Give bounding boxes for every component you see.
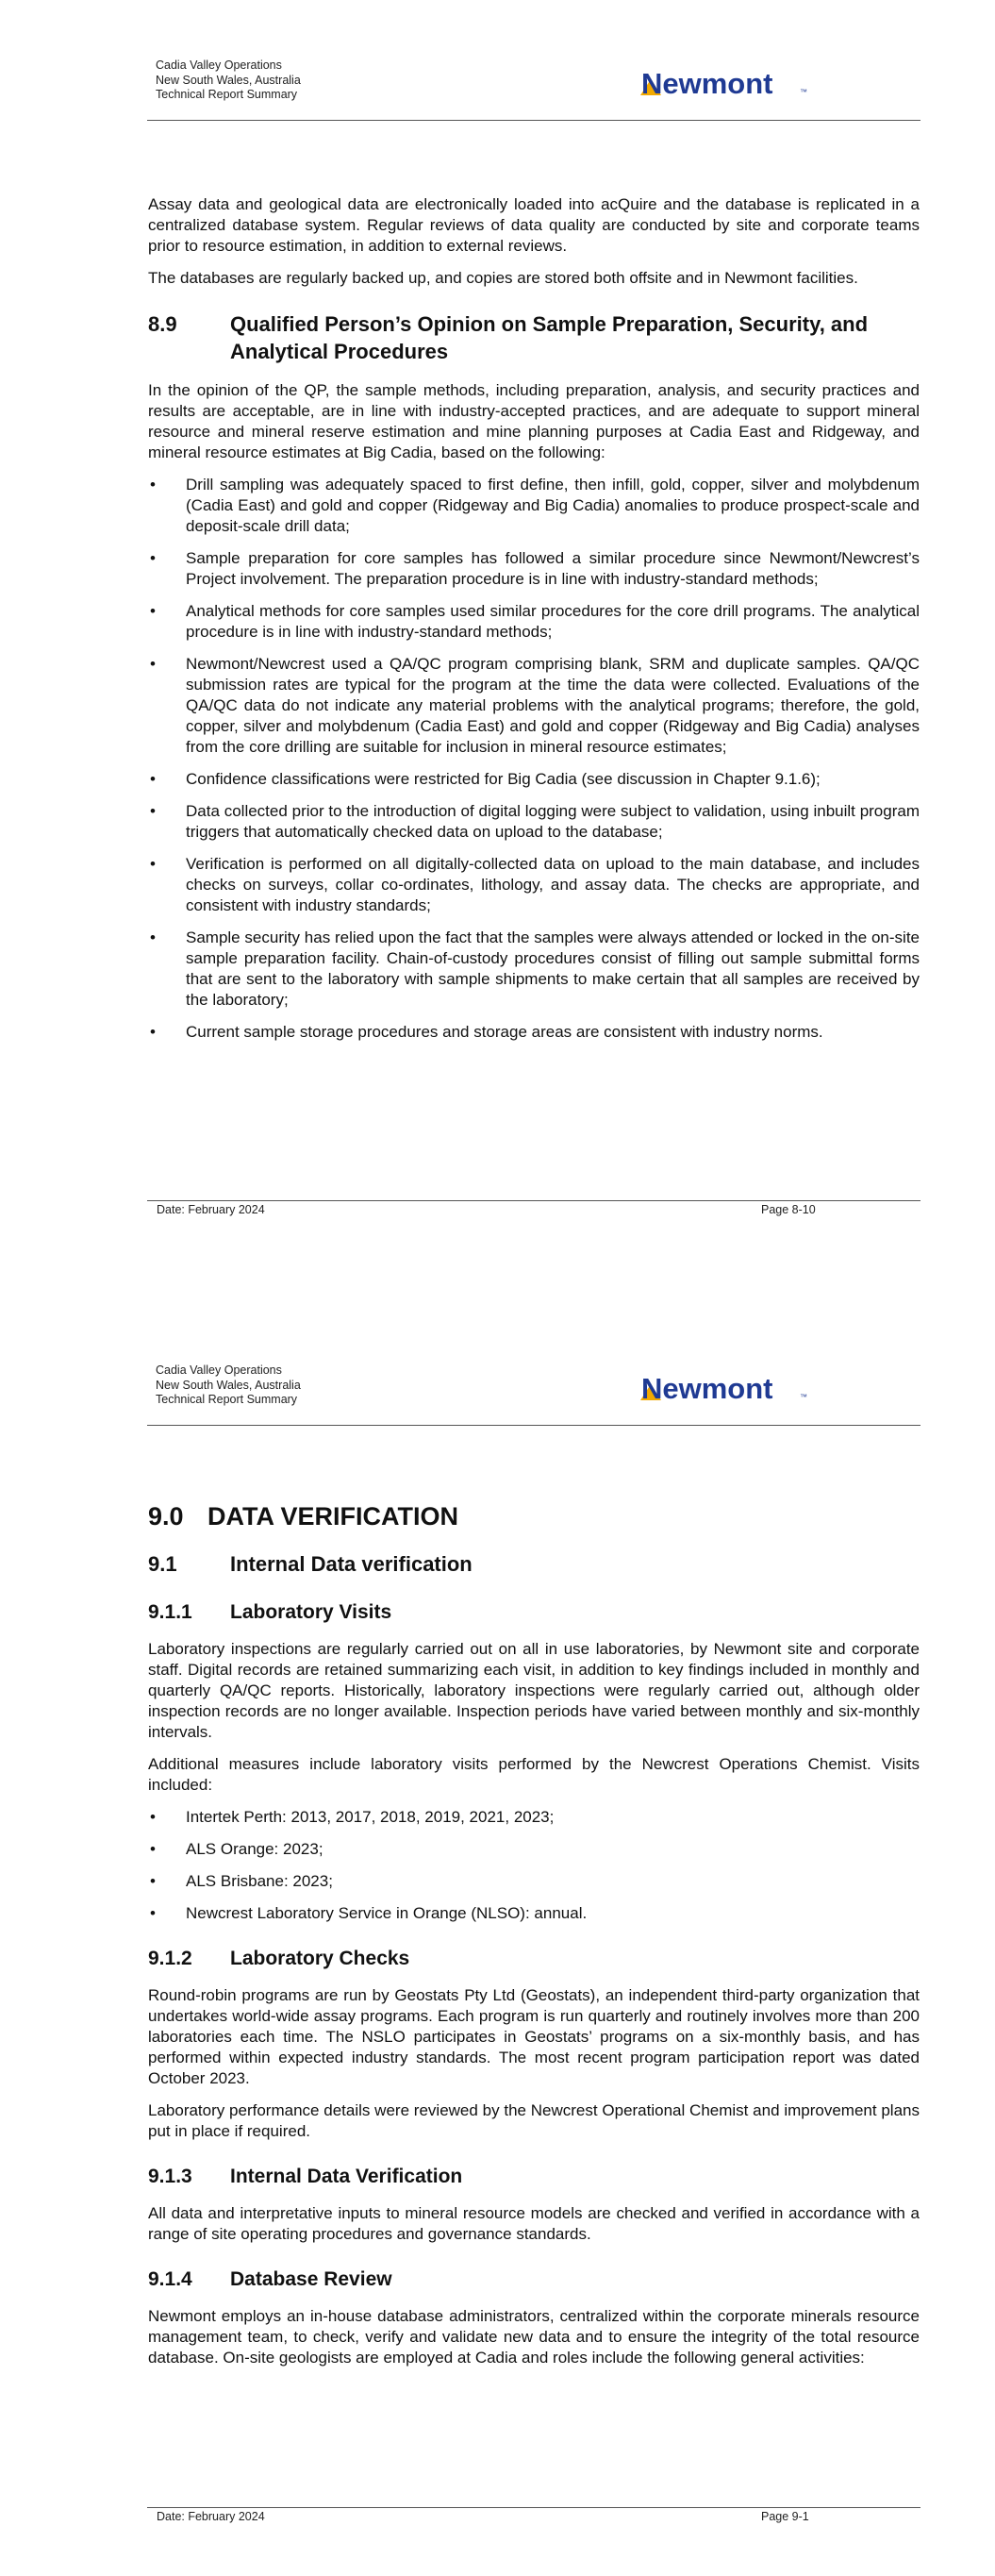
list-item: • Data collected prior to the introduction of digital logging were subject to validation, using inbuilt program triggers that automatically checked data on upload to the database; <box>150 802 920 841</box>
paragraph-lab-visits: Additional measures include laboratory visits performed by the Newcrest Operations Chemist. Visits included: <box>148 1755 920 1794</box>
bullet-icon: • <box>150 928 156 946</box>
subsection-heading-9-1-2 <box>148 1946 920 1971</box>
paragraph-lab-inspections: Laboratory inspections are regularly carried out on all in use laboratories, by Newmont site and corporate staff. Digital records are retained summarizing each visit, in addition to key findings included in monthly and quarterly QA/QC reports. Historically, laboratory inspections were regularly carried out, although older inspection records are no longer available. Inspection periods have varied between monthly and six-monthly intervals. <box>148 1640 920 1741</box>
section-heading-8-9 <box>148 310 920 365</box>
bullet-icon: • <box>150 602 156 620</box>
header-line-location: New South Wales, Australia <box>156 1378 301 1392</box>
header-line-operation: Cadia Valley Operations <box>156 1363 282 1377</box>
report-page-8-10 <box>0 0 995 1283</box>
footer-rule <box>147 1200 920 1201</box>
chapter-title: DATA VERIFICATION <box>207 1502 458 1531</box>
bullet-icon: • <box>150 1023 156 1041</box>
subsection-number: 9.1.1 <box>148 1601 192 1623</box>
paragraph-acquire: Assay data and geological data are electronically loaded into acQuire and the database is replicated in a centralized database system. Regular reviews of data quality are conducted by site and corporate teams prior to resource estimation, in addition to external reviews. <box>148 195 920 255</box>
chapter-heading-9-0 <box>148 1500 920 1532</box>
bullet-icon: • <box>150 476 156 493</box>
list-item: • Drill sampling was adequately spaced to first define, then infill, gold, copper, silver and molybdenum (Cadia East) and gold and copper (Ridgeway and Big Cadia) anomalies to produce prospect-scale and deposit-scale drill data; <box>150 476 920 535</box>
bullet-icon: • <box>150 770 156 788</box>
paragraph-backup: The databases are regularly backed up, and copies are stored both offsite and in Newmont facilities. <box>148 269 858 287</box>
section-number: 9.1 <box>148 1552 177 1576</box>
bullet-icon: • <box>150 549 156 567</box>
bullet-icon: • <box>150 655 156 673</box>
list-item: • Sample preparation for core samples has followed a similar procedure since Newmont/Newcrest’s Project involvement. The preparation procedure is in line with industry-standard methods; <box>150 549 920 588</box>
section-number: 8.9 <box>148 312 177 336</box>
page-header <box>156 59 301 103</box>
list-item: • Verification is performed on all digitally-collected data on upload to the main database, and includes checks on surveys, collar co-ordinates, lithology, and assay data. The checks are appropriate, and consistent with industry standards; <box>150 855 920 914</box>
bullet-icon: • <box>150 1904 156 1922</box>
footer-date: Date: February 2024 <box>157 2510 265 2523</box>
subsection-title: Internal Data Verification <box>230 2166 463 2187</box>
logo-wordmark: Newmont <box>641 67 773 100</box>
list-item: • Newcrest Laboratory Service in Orange (NLSO): annual. <box>150 1904 588 1922</box>
chapter-number: 9.0 <box>148 1502 184 1531</box>
paragraph-lab-performance: Laboratory performance details were reviewed by the Newcrest Operational Chemist and improvement plans put in place if required. <box>148 2101 920 2140</box>
newmont-logo <box>638 62 817 100</box>
bullet-icon: • <box>150 1840 156 1858</box>
page-header <box>156 1363 301 1408</box>
footer-page-number: Page 9-1 <box>761 2510 809 2523</box>
bullet-icon: • <box>150 1808 156 1826</box>
list-item: • ALS Brisbane: 2023; <box>150 1872 333 1890</box>
page-body <box>148 1500 920 2368</box>
subsection-title: Laboratory Visits <box>230 1601 392 1623</box>
paragraph-round-robin: Round-robin programs are run by Geostats Pty Ltd (Geostats), an independent third-party organization that undertakes world-wide assay programs. Each program is run quarterly and routinely involves more than 200 laboratories each time. The NSLO participates in Geostats’ programs on a six-monthly basis, and has performed within expected industry standards. The most recent program participation report was dated October 2023. <box>148 1986 920 2087</box>
subsection-number: 9.1.3 <box>148 2166 192 2187</box>
section-heading-9-1 <box>148 1550 920 1578</box>
header-line-report: Technical Report Summary <box>156 1393 298 1406</box>
paragraph-internal-verification: All data and interpretative inputs to mineral resource models are checked and verified in accordance with a range of site operating procedures and governance standards. <box>148 2204 920 2243</box>
paragraph-database-review: Newmont employs an in-house database administrators, centralized within the corporate minerals resource management team, to check, verify and validate new data and to ensure the integrity of the total resource database. On-site geologists are employed at Cadia and roles include the following general activities: <box>148 2307 920 2367</box>
header-rule <box>147 120 920 121</box>
list-item: • Newmont/Newcrest used a QA/QC program comprising blank, SRM and duplicate samples. QA/QC submission rates are typical for the program at the time the data were collected. Evaluations of the QA/QC data do not indicate any material problems with the analytical programs; therefore, the gold, copper, silver and molybdenum (Cadia East) and gold and copper (Ridgeway and Big Cadia) analyses from the core drilling are suitable for inclusion in mineral resource estimates; <box>150 655 920 756</box>
list-item: • Intertek Perth: 2013, 2017, 2018, 2019, 2021, 2023; <box>150 1808 555 1826</box>
list-item: • Sample security has relied upon the fact that the samples were always attended or locked in the on-site sample preparation facility. Chain-of-custody procedures consist of filling out sample submittal forms that are sent to the laboratory with sample shipments to make certain that all samples are received by the laboratory; <box>150 928 920 1009</box>
report-page-9-1 <box>0 1307 995 2576</box>
logo-trademark: ™ <box>800 88 807 96</box>
list-item: • Confidence classifications were restricted for Big Cadia (see discussion in Chapter 9.1.6); <box>150 770 821 788</box>
header-line-report: Technical Report Summary <box>156 88 298 101</box>
header-line-location: New South Wales, Australia <box>156 73 301 87</box>
footer-date: Date: February 2024 <box>157 1203 265 1216</box>
page-body <box>148 194 920 1043</box>
subsection-title: Laboratory Checks <box>230 1948 410 1969</box>
logo-trademark: ™ <box>800 1393 807 1401</box>
bullet-icon: • <box>150 1872 156 1890</box>
footer-rule <box>147 2507 920 2508</box>
subsection-number: 9.1.4 <box>148 2268 192 2290</box>
bullet-icon: • <box>150 802 156 820</box>
subsection-heading-9-1-1 <box>148 1599 920 1625</box>
list-item: • Analytical methods for core samples used similar procedures for the core drill programs. The analytical procedure is in line with industry-standard methods; <box>150 602 920 641</box>
subsection-title: Database Review <box>230 2268 392 2290</box>
subsection-number: 9.1.2 <box>148 1948 192 1969</box>
opinion-bullet-list <box>148 475 920 1043</box>
section-title: Qualified Person’s Opinion on Sample Preparation, Security, and Analytical Procedures <box>230 312 869 363</box>
logo-wordmark: Newmont <box>641 1372 773 1405</box>
list-item: • ALS Orange: 2023; <box>150 1840 323 1858</box>
lab-visit-list <box>148 1807 920 1924</box>
newmont-logo <box>638 1367 817 1405</box>
paragraph-qp-opinion: In the opinion of the QP, the sample methods, including preparation, analysis, and security practices and results are acceptable, are in line with industry-accepted practices, and are adequate to support mineral resource and mineral reserve estimation and mine planning purposes at Cadia East and Ridgeway, and mineral resource estimates at Big Cadia, based on the following: <box>148 381 920 461</box>
subsection-heading-9-1-4 <box>148 2267 920 2292</box>
section-title: Internal Data verification <box>230 1552 473 1576</box>
header-line-operation: Cadia Valley Operations <box>156 59 282 72</box>
header-rule <box>147 1425 920 1426</box>
list-item: • Current sample storage procedures and storage areas are consistent with industry norms. <box>150 1023 823 1041</box>
subsection-heading-9-1-3 <box>148 2164 920 2189</box>
bullet-icon: • <box>150 855 156 873</box>
footer-page-number: Page 8-10 <box>761 1203 816 1216</box>
